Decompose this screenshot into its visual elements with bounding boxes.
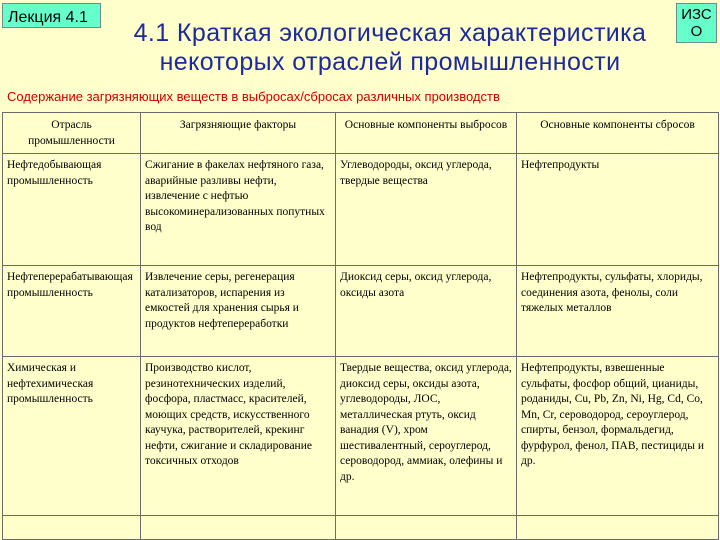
cell-empty: [141, 516, 336, 540]
page-title: 4.1 Краткая экологическая характеристика некоторых отраслей промышленности: [133, 19, 647, 76]
table-header-row: [3, 113, 719, 154]
cell-emissions: Углеводороды, оксид углерода, твердые вещества: [336, 154, 517, 266]
header-industry: Отрасль промышленности: [3, 113, 141, 154]
cell-factors: Сжигание в факелах нефтяного газа, аварийные разливы нефти, извлечение с нефтью высокоминерализованных попутных вод: [141, 154, 336, 266]
cell-empty: [336, 516, 517, 540]
cell-discharges: Нефтепродукты, сульфаты, хлориды, соединения азота, фенолы, соли тяжелых металлов: [517, 266, 719, 357]
cell-factors: Извлечение серы, регенерация катализаторов, испарения из емкостей для хранения сырья и продуктов нефтепереработки: [141, 266, 336, 357]
header-discharges: Основные компоненты сбросов: [517, 113, 719, 154]
cell-industry: Химическая и нефтехимическая промышленность: [3, 357, 141, 516]
code-badge: ИЗС О: [676, 3, 717, 43]
cell-factors: Производство кислот, резинотехнических изделий, фосфора, пластмасс, красителей, моющих средств, искусственного каучука, растворителей, крекинг нефти, сжигание и складирование токсичных отходов: [141, 357, 336, 516]
cell-emissions: Твердые вещества, оксид углерода, диоксид серы, оксиды азота, углеводороды, ЛОС, металлическая ртуть, оксид ванадия (V), хром шестивалентный, сероуглерод, сероводород, аммиак, олефины и др.: [336, 357, 517, 516]
table-row: [3, 266, 719, 357]
table-row-empty: [3, 516, 719, 540]
cell-emissions: Диоксид серы, оксид углерода, оксиды азота: [336, 266, 517, 357]
cell-empty: [517, 516, 719, 540]
cell-empty: [3, 516, 141, 540]
cell-industry: Нефтеперерабатывающая промышленность: [3, 266, 141, 357]
pollutants-table: [2, 112, 719, 540]
cell-industry: Нефтедобывающая промышленность: [3, 154, 141, 266]
table-caption: Содержание загрязняющих веществ в выбросах/сбросах различных производств: [7, 89, 500, 104]
cell-discharges: Нефтепродукты, взвешенные сульфаты, фосфор общий, цианиды, роданиды, Cu, Pb, Zn, Ni, Hg, Cd, Co, Mn, Cr, сероводород, сероуглерод, спирты, бензол, формальдегид, фурфурол, фенол, ПАВ, пестициды и др.: [517, 357, 719, 516]
header-factors: Загрязняющие факторы: [141, 113, 336, 154]
table-row: [3, 357, 719, 516]
lecture-badge: Лекция 4.1: [2, 3, 101, 28]
table-row: [3, 154, 719, 266]
header-emissions: Основные компоненты выбросов: [336, 113, 517, 154]
cell-discharges: Нефтепродукты: [517, 154, 719, 266]
